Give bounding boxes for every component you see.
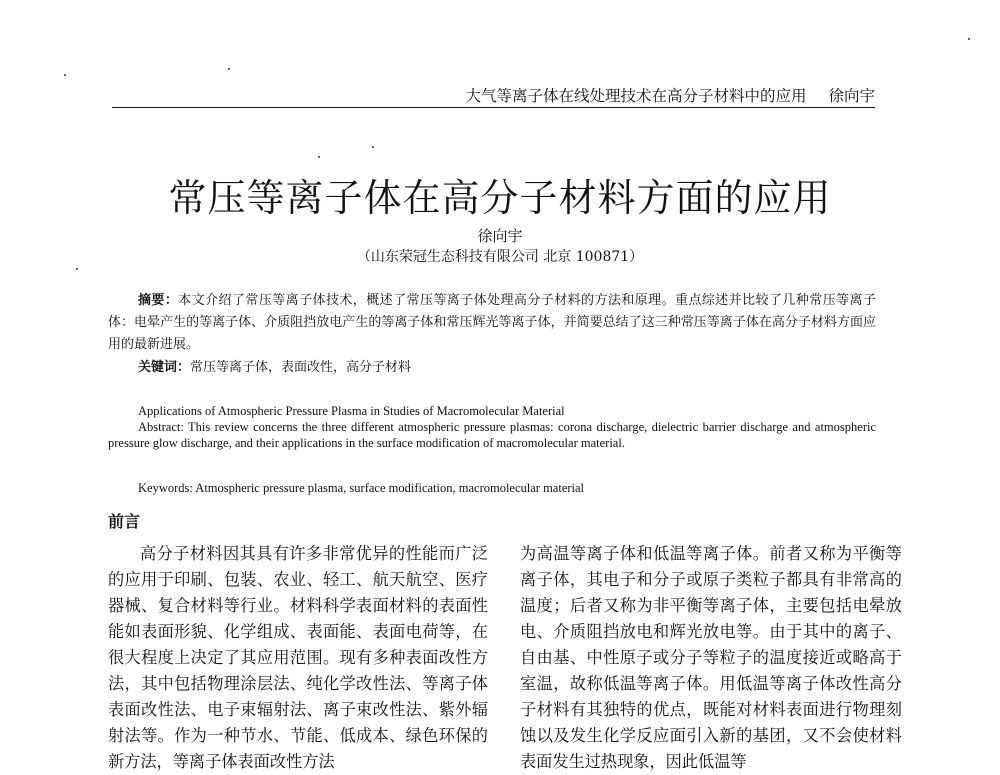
abstract-label: 摘要： (138, 293, 179, 308)
scan-speck (76, 268, 78, 270)
english-abstract: Abstract: This review concerns the three different atmospheric pressure plasmas: corona discharge, dielectric barrier discharge and atmospheric pressure glow discharge, and their applications in the surface modification of macromolecular material. (108, 420, 876, 450)
scan-speck (968, 38, 970, 40)
scan-speck (64, 74, 66, 76)
body-right-column: 为高温等离子体和低温等离子体。前者又称为平衡等离子体，其电子和分子或原子类粒子都具有非常高的温度；后者又称为非平衡等离子体，主要包括电晕放电、介质阻挡放电和辉光放电等。由于其中的离子、自由基、中性原子或分子等粒子的温度接近或略高于室温，故称低温等离子体。用低温等离子体改性高分子材料有其独特的优点，既能对材料表面进行物理刻蚀以及发生化学反应面引入新的基团，又不会使材料表面发生过热现象，因此低温等 (520, 544, 902, 771)
running-header-title: 大气等离子体在线处理技术在高分子材料中的应用 (465, 87, 807, 105)
scan-speck (372, 146, 374, 148)
english-keywords: Keywords: Atmospheric pressure plasma, surface modification, macromolecular material (138, 481, 585, 495)
running-header (112, 86, 875, 108)
scan-speck (318, 156, 320, 158)
scan-speck (228, 68, 230, 70)
abstract-chinese (108, 290, 876, 356)
running-header-author: 徐向宇 (828, 87, 875, 105)
keywords-chinese (138, 357, 876, 379)
keywords-label: 关键词： (138, 360, 191, 375)
section-heading: 前言 (108, 512, 141, 531)
english-title: Applications of Atmospheric Pressure Plasma in Studies of Macromolecular Material (138, 404, 565, 418)
paper-title: 常压等离子体在高分子材料方面的应用 (168, 176, 832, 220)
paper-author: 徐向宇 (477, 227, 523, 245)
body-left-column: 高分子材料因其具有许多非常优异的性能而广泛的应用于印刷、包装、农业、轻工、航天航空、医疗器械、复合材料等行业。材料科学表面材料的表面性能如表面形貌、化学组成、表面能、表面电荷等，在很大程度上决定了其应用范围。现有多种表面改性方法，其中包括物理涂层法、纯化学改性法、等离子体表面改性法、电子束辐射法、离子束改性法、紫外辐射法等。作为一种节水、节能、低成本、绿色环保的新方法，等离子体表面改性方法 (108, 544, 488, 771)
abstract-text: 本文介绍了常压等离子体技术，概述了常压等离子体处理高分子材料的方法和原理。重点综述并比较了几种常压等离子体：电晕产生的等离子体、介质阻挡放电产生的等离子体和常压辉光等离子体，并简要总结了这三种常压等离子体在高分子材料方面应用的最新进展。 (108, 293, 876, 352)
paper-affiliation: （山东荣冠生态科技有限公司 北京 100871） (356, 249, 644, 265)
keywords-text: 常压等离子体，表面改性，高分子材料 (190, 360, 412, 375)
